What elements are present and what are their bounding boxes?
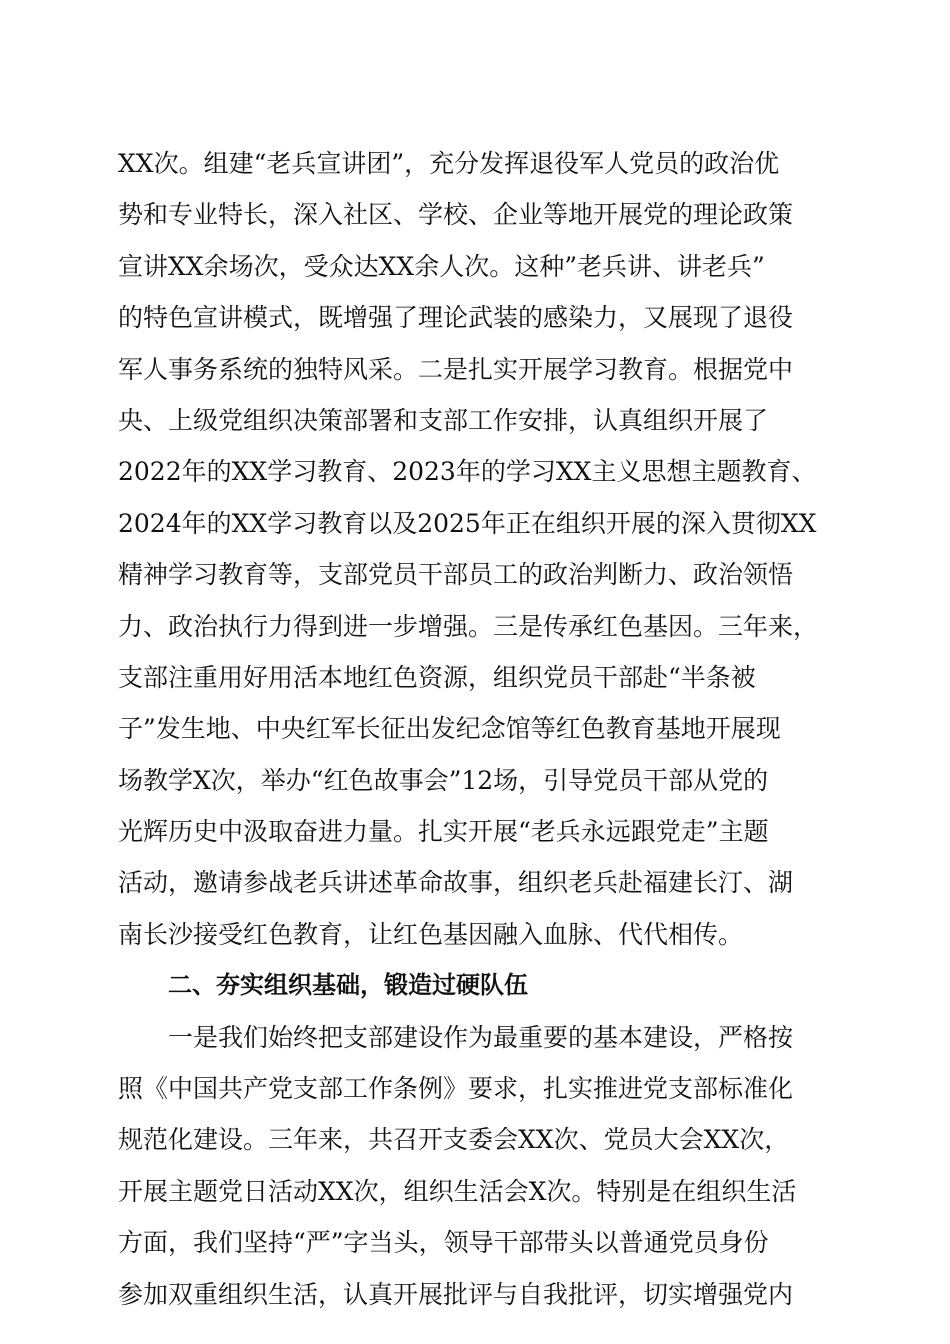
document-body (118, 138, 834, 1320)
body-line-6: 央、上级党组织决策部署和支部工作安排，认真组织开展了 (118, 405, 769, 435)
body-line-5: 军人事务系统的独特风采。二是扎实开展学习教育。根据党中 (118, 354, 794, 384)
body-line-8: 2024年的XX学习教育以及2025年正在组织开展的深入贯彻XX (118, 508, 817, 538)
body-line-16: 南长沙接受红色教育，让红色基因融入血脉、代代相传。 (118, 919, 744, 949)
body-line-3: 宣讲XX余场次，受众达XX余人次。这种”老兵讲、讲老兵” (118, 251, 765, 281)
section-line-1: 一是我们始终把支部建设作为最重要的基本建设，严格按 (168, 1022, 794, 1052)
body-line-9: 精神学习教育等，支部党员干部员工的政治判断力、政治领悟 (118, 560, 794, 590)
section-line-2: 照《中国共产党支部工作条例》要求，扎实推进党支部标准化 (118, 1074, 794, 1104)
body-line-2: 势和专业特长，深入社区、学校、企业等地开展党的理论政策 (118, 200, 794, 230)
body-line-12: 子”发生地、中央红军长征出发纪念馆等红色教育基地开展现 (118, 714, 781, 744)
body-line-15: 活动，邀请参战老兵讲述革命故事，组织老兵赴福建长汀、湖 (118, 868, 794, 898)
body-line-4: 的特色宣讲模式，既增强了理论武装的感染力，又展现了退役 (118, 303, 794, 333)
body-line-14: 光辉历史中汲取奋进力量。扎实开展“老兵永远跟党走”主题 (118, 817, 769, 847)
section-line-5: 方面，我们坚持“严”字当头，领导干部带头以普通党员身份 (118, 1228, 769, 1258)
section-line-4: 开展主题党日活动XX次，组织生活会X次。特别是在组织生活 (118, 1176, 797, 1206)
body-line-11: 支部注重用好用活本地红色资源，组织党员干部赴“半条被 (118, 662, 756, 692)
body-line-7: 2022年的XX学习教育、2023年的学习XX主义思想主题教育、 (118, 457, 817, 487)
body-line-13: 场教学X次，举办“红色故事会”12场，引导党员干部从党的 (118, 765, 769, 795)
section-line-6: 参加双重组织生活，认真开展批评与自我批评，切实增强党内 (118, 1279, 794, 1309)
body-line-10: 力、政治执行力得到进一步增强。三是传承红色基因。三年来， (118, 611, 819, 641)
body-line-1: XX次。组建“老兵宣讲团”，充分发挥退役军人党员的政治优 (118, 149, 780, 178)
section-line-3: 规范化建设。三年来，共召开支委会XX次、党员大会XX次， (118, 1125, 790, 1155)
section-heading: 二、夯实组织基础，锻造过硬队伍 (168, 971, 528, 1000)
